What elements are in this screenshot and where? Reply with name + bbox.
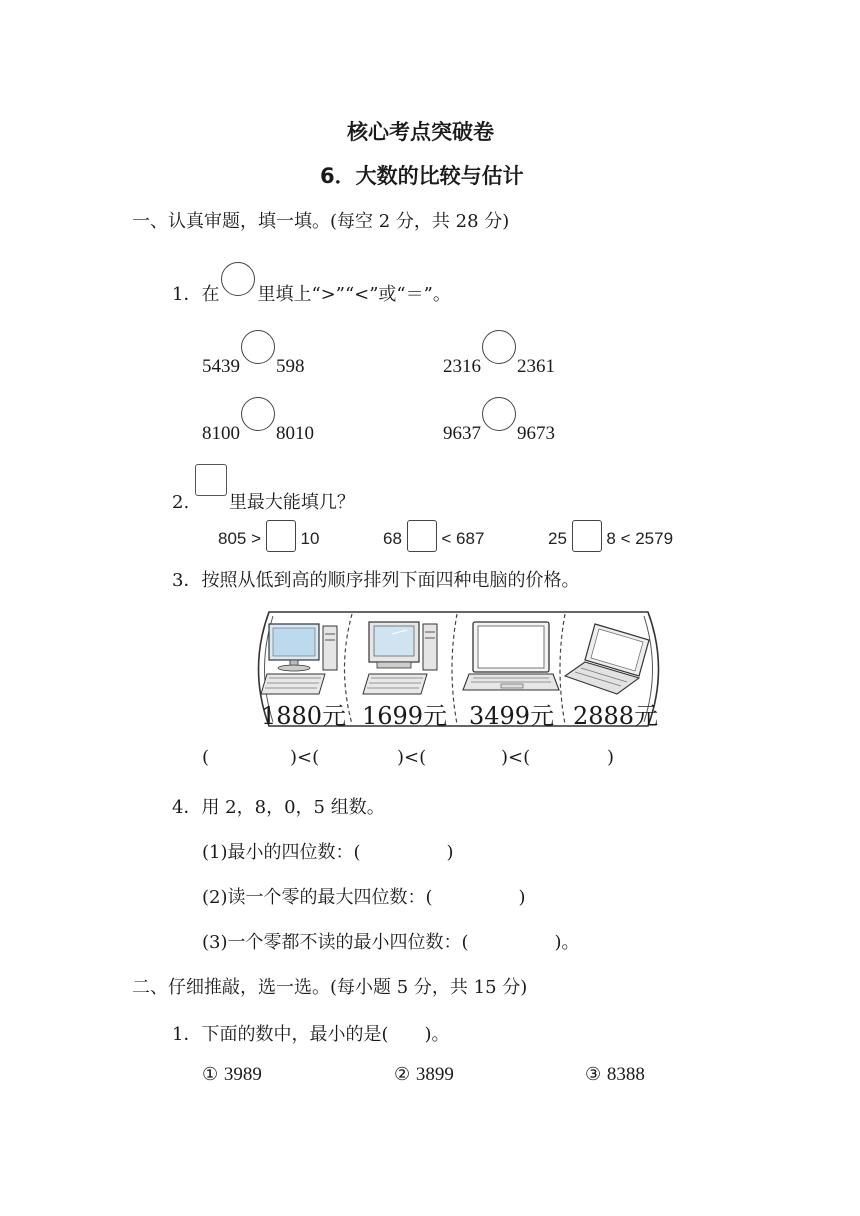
q4-part-3 <box>202 928 580 954</box>
option-value: 8388 <box>606 1064 645 1085</box>
answer-box[interactable] <box>572 520 602 552</box>
answer-circle-example <box>221 262 255 296</box>
compare-pair-2 <box>443 342 555 378</box>
paren-sep: )<( <box>397 747 427 768</box>
answer-box-example <box>195 464 227 496</box>
pair-right: 598 <box>276 356 305 377</box>
part-end: )。 <box>554 932 580 953</box>
pair-right: 9673 <box>517 423 555 444</box>
answer-circle[interactable] <box>482 330 516 364</box>
compare-pair-1 <box>202 342 305 378</box>
price-label-4: 2888元 <box>573 702 659 730</box>
question-1-1 <box>172 272 451 306</box>
q1-number: 1．在 <box>172 284 220 305</box>
paren-sep: )<( <box>501 747 531 768</box>
paren-sep: )<( <box>290 747 320 768</box>
pair-left: 8100 <box>202 423 240 444</box>
answer-circle[interactable] <box>241 397 275 431</box>
paren-open: ( <box>202 747 210 768</box>
pair-right: 2361 <box>517 356 555 377</box>
option-mark: ③ <box>585 1064 602 1085</box>
part-end: ) <box>446 842 454 863</box>
part-label: (3)一个零都不读的最小四位数：( <box>202 932 469 953</box>
computer-price-panel <box>247 610 670 728</box>
answer-circle[interactable] <box>482 397 516 431</box>
question-1-3: 3．按照从低到高的顺序排列下面四种电脑的价格。 <box>172 570 580 591</box>
option-3[interactable] <box>585 1064 645 1086</box>
ineq-after: 10 <box>300 529 320 548</box>
section-2-heading: 二、仔细推敲，选一选。(每小题 5 分，共 15 分) <box>132 977 528 998</box>
inequality-1 <box>218 520 319 552</box>
ineq-before: 25 <box>548 529 567 548</box>
option-1[interactable] <box>202 1064 262 1086</box>
pair-left: 5439 <box>202 356 240 377</box>
ineq-after: < 687 <box>441 529 485 548</box>
laptop-icon <box>463 622 559 690</box>
question-1-2 <box>172 476 355 514</box>
ineq-before: 68 <box>383 529 402 548</box>
price-label-1: 1880元 <box>261 702 347 730</box>
part-label: (1)最小的四位数：( <box>202 842 361 863</box>
option-2[interactable] <box>394 1064 454 1086</box>
pair-right: 8010 <box>276 423 314 444</box>
answer-box[interactable] <box>266 520 296 552</box>
q2-number: 2. <box>172 492 190 513</box>
section-1-heading: 一、认真审题，填一填。(每空 2 分，共 28 分) <box>132 211 510 232</box>
compare-pair-4 <box>443 409 555 445</box>
page-title: 核心考点突破卷 <box>347 120 494 144</box>
q4-part-2 <box>202 883 526 909</box>
inequality-2 <box>383 520 484 552</box>
answer-box[interactable] <box>407 520 437 552</box>
part-end: ) <box>518 887 526 908</box>
compare-pair-3 <box>202 409 314 445</box>
option-value: 3989 <box>223 1064 262 1085</box>
q4-part-1 <box>202 838 454 864</box>
price-label-2: 1699元 <box>362 702 448 730</box>
option-mark: ① <box>202 1064 219 1085</box>
pair-left: 9637 <box>443 423 481 444</box>
answer-circle[interactable] <box>241 330 275 364</box>
question-1-4: 4．用 2，8，0，5 组数。 <box>172 797 385 818</box>
price-label-3: 3499元 <box>469 702 555 730</box>
inequality-3 <box>548 520 673 552</box>
option-mark: ② <box>394 1064 411 1085</box>
page-subtitle: 6．大数的比较与估计 <box>320 164 524 188</box>
option-value: 3899 <box>415 1064 454 1085</box>
pair-left: 2316 <box>443 356 481 377</box>
q2-instruction: 里最大能填几？ <box>228 492 355 513</box>
ineq-after: 8 < 2579 <box>606 529 674 548</box>
part-label: (2)读一个零的最大四位数：( <box>202 887 433 908</box>
q1-instruction: 里填上“>”“<”或“＝”。 <box>257 284 451 305</box>
ineq-before: 805 > <box>218 529 262 548</box>
question-2-1: 1．下面的数中，最小的是( )。 <box>172 1024 450 1045</box>
paren-close: ) <box>607 747 615 768</box>
